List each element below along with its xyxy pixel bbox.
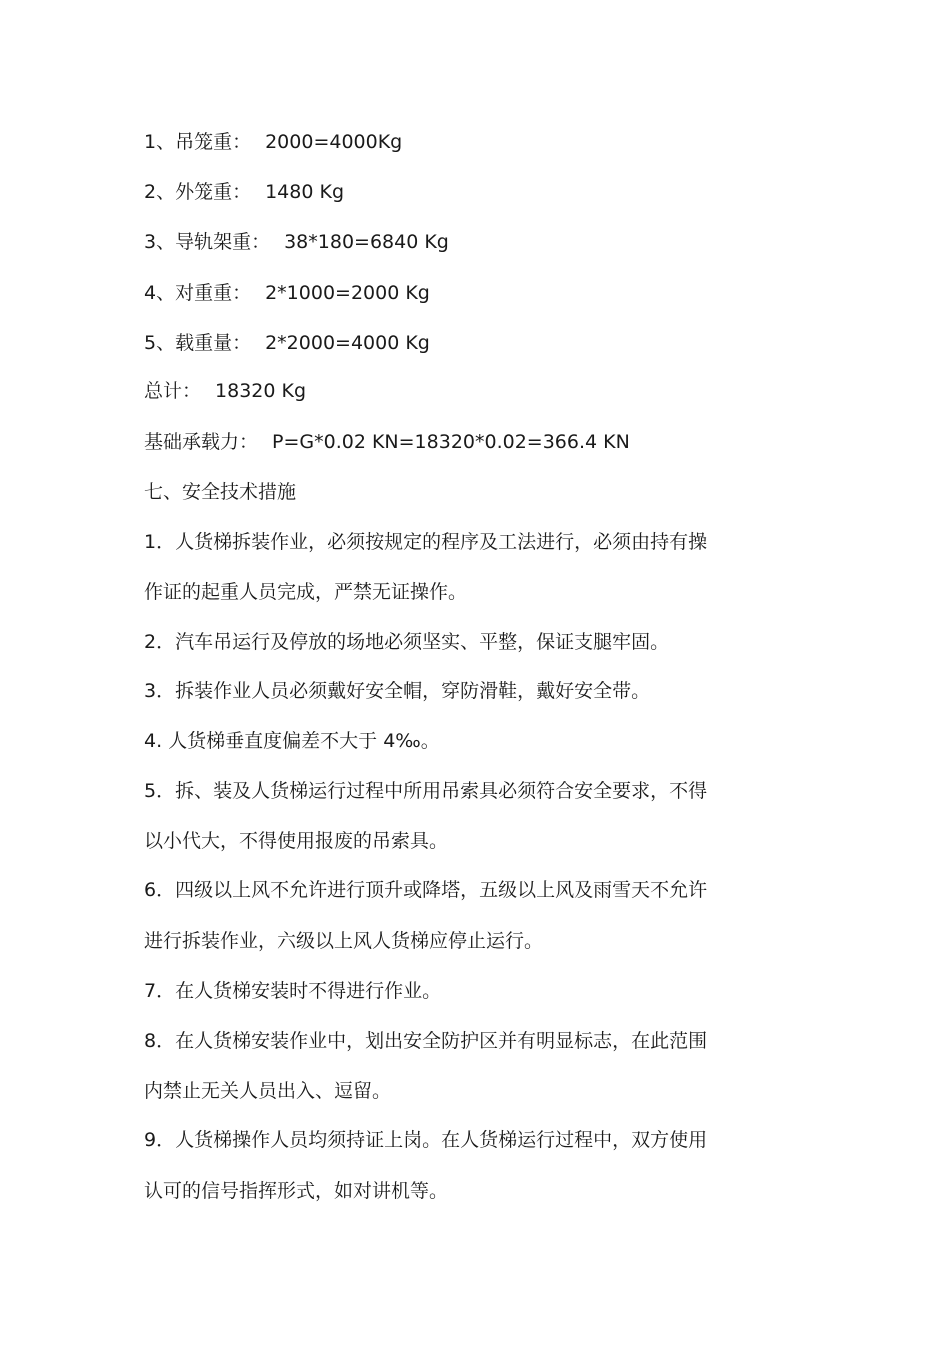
weight-label: 3、导轨架重： [144,231,271,253]
measure-6-line-2: 进行拆装作业，六级以上风人货梯应停止运行。 [144,930,544,952]
foundation-capacity [144,427,784,457]
total-value: 18320 Kg [215,380,307,402]
weight-label: 4、对重重： [144,282,252,304]
measure-3: 3．拆装作业人员必须戴好安全帽，穿防滑鞋，戴好安全带。 [144,680,651,702]
weight-cage [144,127,784,157]
measure-5-line-2: 以小代大，不得使用报废的吊索具。 [144,830,449,852]
weight-value: 1480 Kg [265,181,345,203]
weight-value: 2*2000=4000 Kg [265,332,430,354]
foundation-label: 基础承载力： [144,431,259,453]
measure-8-line-2: 内禁止无关人员出入、逗留。 [144,1080,392,1102]
weight-label: 2、外笼重： [144,181,252,203]
weight-value: 38*180=6840 Kg [284,231,449,253]
weight-value: 2*1000=2000 Kg [265,282,430,304]
weight-label: 5、载重量： [144,332,252,354]
measure-2: 2．汽车吊运行及停放的场地必须坚实、平整，保证支腿牢固。 [144,631,670,653]
measure-8-line-1: 8．在人货梯安装作业中，划出安全防护区并有明显标志，在此范围 [144,1030,708,1052]
measure-9-line-2: 认可的信号指挥形式，如对讲机等。 [144,1180,449,1202]
foundation-value: P=G*0.02 KN=18320*0.02=366.4 KN [272,431,630,453]
weight-guide-rail [144,227,784,257]
measure-6-line-1: 6．四级以上风不允许进行顶升或降塔，五级以上风及雨雪天不允许 [144,879,708,901]
measure-1-line-1: 1．人货梯拆装作业，必须按规定的程序及工法进行，必须由持有操 [144,531,708,553]
total-weight [144,376,784,406]
weight-counterweight [144,278,784,308]
measure-1-line-2: 作证的起重人员完成，严禁无证操作。 [144,581,468,603]
measure-9-line-1: 9．人货梯操作人员均须持证上岗。在人货梯运行过程中，双方使用 [144,1129,708,1151]
weight-outer-cage [144,177,784,207]
section-title: 七、安全技术措施 [144,481,297,503]
total-label: 总计： [144,380,202,402]
weight-value: 2000=4000Kg [265,131,403,153]
weight-load [144,328,784,358]
measure-5-line-1: 5．拆、装及人货梯运行过程中所用吊索具必须符合安全要求，不得 [144,780,708,802]
weight-label: 1、吊笼重： [144,131,252,153]
measure-4: 4. 人货梯垂直度偏差不大于 4‰。 [144,730,440,752]
measure-7: 7．在人货梯安装时不得进行作业。 [144,980,442,1002]
